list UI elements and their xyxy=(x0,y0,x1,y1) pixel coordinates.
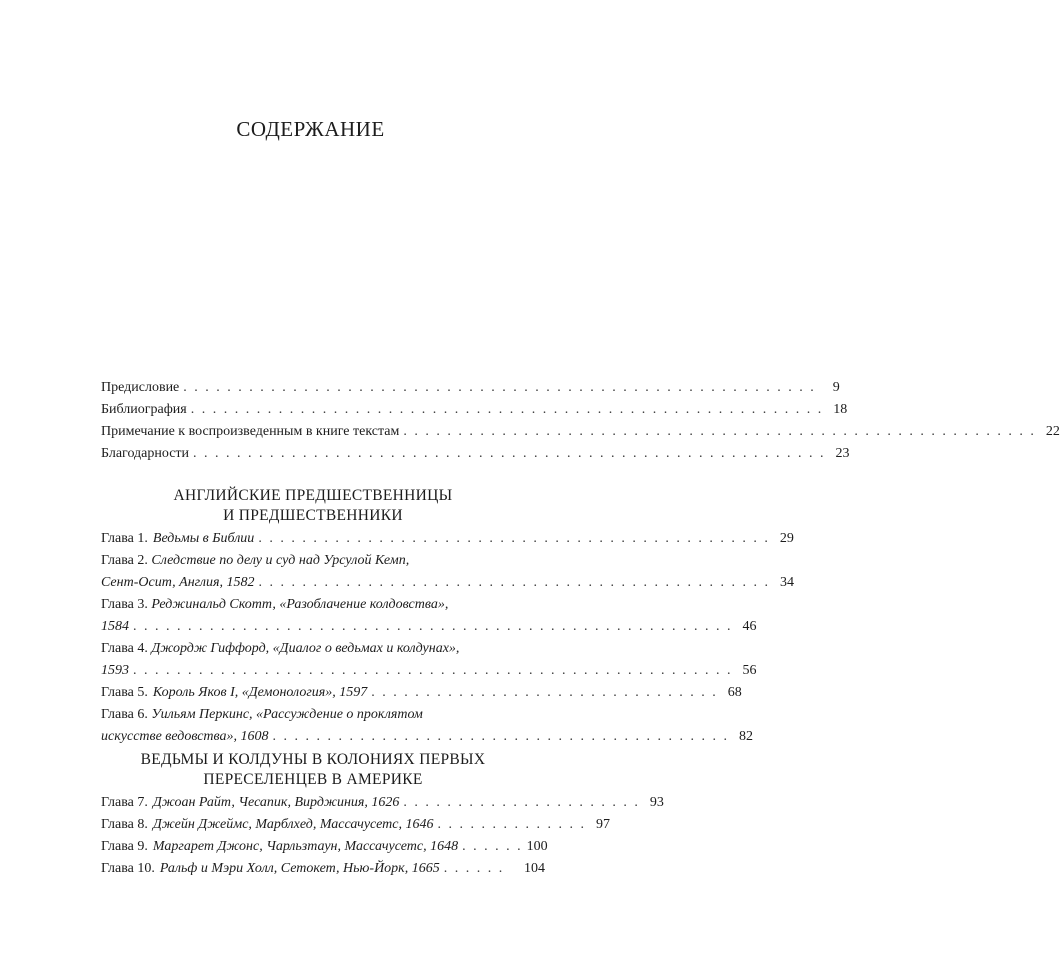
chapter-title-cont: Сент-Осит, Англия, 1582 xyxy=(101,575,255,590)
toc-entry-title: Примечание к воспроизведенным в книге текстам xyxy=(101,424,400,439)
toc-entry-title: Благодарности xyxy=(101,446,190,461)
section-heading-line: И ПРЕДШЕСТВЕННИКИ xyxy=(223,507,403,524)
toc-entry-title: Предисловие xyxy=(101,380,180,395)
toc-entry-chapter-7[interactable] xyxy=(101,792,664,814)
toc-entry-chapter-6[interactable] xyxy=(101,704,754,748)
leader-dots: . . . . . . . . . . . . . . . . . . . . . . . . . . . . . . . . . . . . . . . . . . . . . . . . . . . . . . . . . . xyxy=(190,402,824,417)
section-heading-line: ВЕДЬМЫ И КОЛДУНЫ В КОЛОНИЯХ ПЕРВЫХ xyxy=(140,751,486,768)
toc-entry-chapter-8[interactable] xyxy=(101,814,610,836)
toc-entry-chapter-5[interactable] xyxy=(101,682,742,704)
chapter-label: Глава 1. xyxy=(101,531,148,546)
toc-entry-note[interactable] xyxy=(101,421,1060,443)
chapter-label: Глава 5. xyxy=(101,685,148,700)
chapter-title-cont: 1584 xyxy=(101,619,129,634)
leader-dots: . . . . . . . . . . . . . . . . . . . . . . xyxy=(403,795,640,810)
toc-page-number: 23 xyxy=(835,446,850,461)
section1-chapter-list xyxy=(101,528,795,748)
chapter-label: Глава 10. xyxy=(101,861,155,876)
toc-entry-preface[interactable] xyxy=(101,377,840,399)
toc-page-number: 104 xyxy=(524,861,545,876)
leader-dots: . . . . . . . . . . . . . . . . . . . . . . . . . . . . . . . . . . . . . . . . . . . . . . . xyxy=(258,531,770,546)
section-heading-line: ПЕРЕСЕЛЕНЦЕВ В АМЕРИКЕ xyxy=(203,771,423,788)
toc-page-number: 18 xyxy=(833,402,848,417)
chapter-label: Глава 7. xyxy=(101,795,148,810)
leader-dots: . . . . . . . . . . . . . . . . . . . . . . . . . . . . . . . . . . . . . . . . . . . . . . . . . . . . . . . . . . xyxy=(183,380,816,395)
section-heading-america xyxy=(80,750,546,790)
leader-dots: . . . . . . . . . . . . . . . . . . . . . . . . . . . . . . . . . . . . . . . . . . . . . . . . . . . . . . . xyxy=(133,663,733,678)
chapter-label: Глава 6. xyxy=(101,707,148,722)
toc-page-number: 22 xyxy=(1045,424,1060,439)
chapter-title: Следствие по делу и суд над Урсулой Кемп, xyxy=(151,553,410,568)
leader-dots: . . . . . . . . . . . . . . . . . . . . . . . . . . . . . . . . . . . . . . . . . . xyxy=(272,729,730,744)
leader-dots: . . . . . . . . . . . . . . . . . . . . . . . . . . . . . . . . . . . . . . . . . . . . . . . . . . . . . . . xyxy=(133,619,733,634)
chapter-title: Реджинальд Скотт, «Разоблачение колдовства», xyxy=(151,597,449,612)
leader-dots: . . . . . . xyxy=(462,839,523,854)
toc-page-number: 46 xyxy=(742,619,757,634)
chapter-title-cont: искусстве ведовства», 1608 xyxy=(101,729,269,744)
leader-dots: . . . . . . . . . . . . . . . . . . . . . . . . . . . . . . . . . . . . . . . . . . . . . . . . . . . . . . . . . . xyxy=(403,424,1036,439)
chapter-label: Глава 8. xyxy=(101,817,148,832)
chapter-title-cont: 1593 xyxy=(101,663,129,678)
chapter-title: Джоан Райт, Чесапик, Вирджиния, 1626 xyxy=(152,795,400,810)
page-title: СОДЕРЖАНИЕ xyxy=(236,117,385,141)
section-heading-english xyxy=(80,486,546,526)
toc-page-number: 82 xyxy=(739,729,754,744)
section-heading-line: АНГЛИЙСКИЕ ПРЕДШЕСТВЕННИЦЫ xyxy=(173,487,453,504)
front-matter-list xyxy=(101,377,1060,465)
toc-entry-chapter-4[interactable] xyxy=(101,638,757,682)
chapter-label: Глава 4. xyxy=(101,641,148,656)
toc-entry-chapter-3[interactable] xyxy=(101,594,757,638)
leader-dots: . . . . . . . . . . . . . . . . . . . . . . . . . . . . . . . . xyxy=(371,685,718,700)
toc-entry-title: Библиография xyxy=(101,402,187,417)
toc-page-number: 68 xyxy=(727,685,742,700)
toc-page-number: 100 xyxy=(526,839,548,854)
chapter-title: Джордж Гиффорд, «Диалог о ведьмах и колдунах», xyxy=(151,641,460,656)
chapter-label: Глава 2. xyxy=(101,553,148,568)
toc-entry-acknowledgements[interactable] xyxy=(101,443,850,465)
toc-page-number: 93 xyxy=(649,795,664,810)
leader-dots: . . . . . . . . . . . . . . . . . . . . . . . . . . . . . . . . . . . . . . . . . . . . . . . . . . . . . . . . . . xyxy=(193,446,826,461)
chapter-label: Глава 9. xyxy=(101,839,148,854)
chapter-title: Уильям Перкинс, «Рассуждение о проклятом xyxy=(151,707,423,722)
toc-entry-chapter-1[interactable] xyxy=(101,528,794,550)
toc-page-number: 56 xyxy=(742,663,757,678)
section2-chapter-list xyxy=(101,792,664,880)
toc-entry-chapter-10[interactable] xyxy=(101,858,545,880)
chapter-title: Джейн Джеймс, Марблхед, Массачусетс, 1646 xyxy=(152,817,434,832)
leader-dots: . . . . . . . . . . . . . . xyxy=(437,817,586,832)
toc-entry-chapter-2[interactable] xyxy=(101,550,795,594)
toc-page-number: 97 xyxy=(595,817,610,832)
toc-page-number: 9 xyxy=(832,380,840,395)
toc-page-number: 29 xyxy=(779,531,794,546)
toc-entry-chapter-9[interactable] xyxy=(101,836,548,858)
leader-dots: . . . . . . xyxy=(443,861,505,876)
chapter-title: Ведьмы в Библии xyxy=(152,531,255,546)
toc-entry-bibliography[interactable] xyxy=(101,399,848,421)
leader-dots: . . . . . . . . . . . . . . . . . . . . . . . . . . . . . . . . . . . . . . . . . . . . . . . xyxy=(258,575,771,590)
chapter-title: Ральф и Мэри Холл, Сетокет, Нью-Йорк, 1665 xyxy=(159,861,440,876)
chapter-title: Маргарет Джонс, Чарльзтаун, Массачусетс, 1648 xyxy=(152,839,459,854)
toc-page-number: 34 xyxy=(780,575,795,590)
chapter-title: Король Яков I, «Демонология», 1597 xyxy=(152,685,368,700)
chapter-label: Глава 3. xyxy=(101,597,148,612)
